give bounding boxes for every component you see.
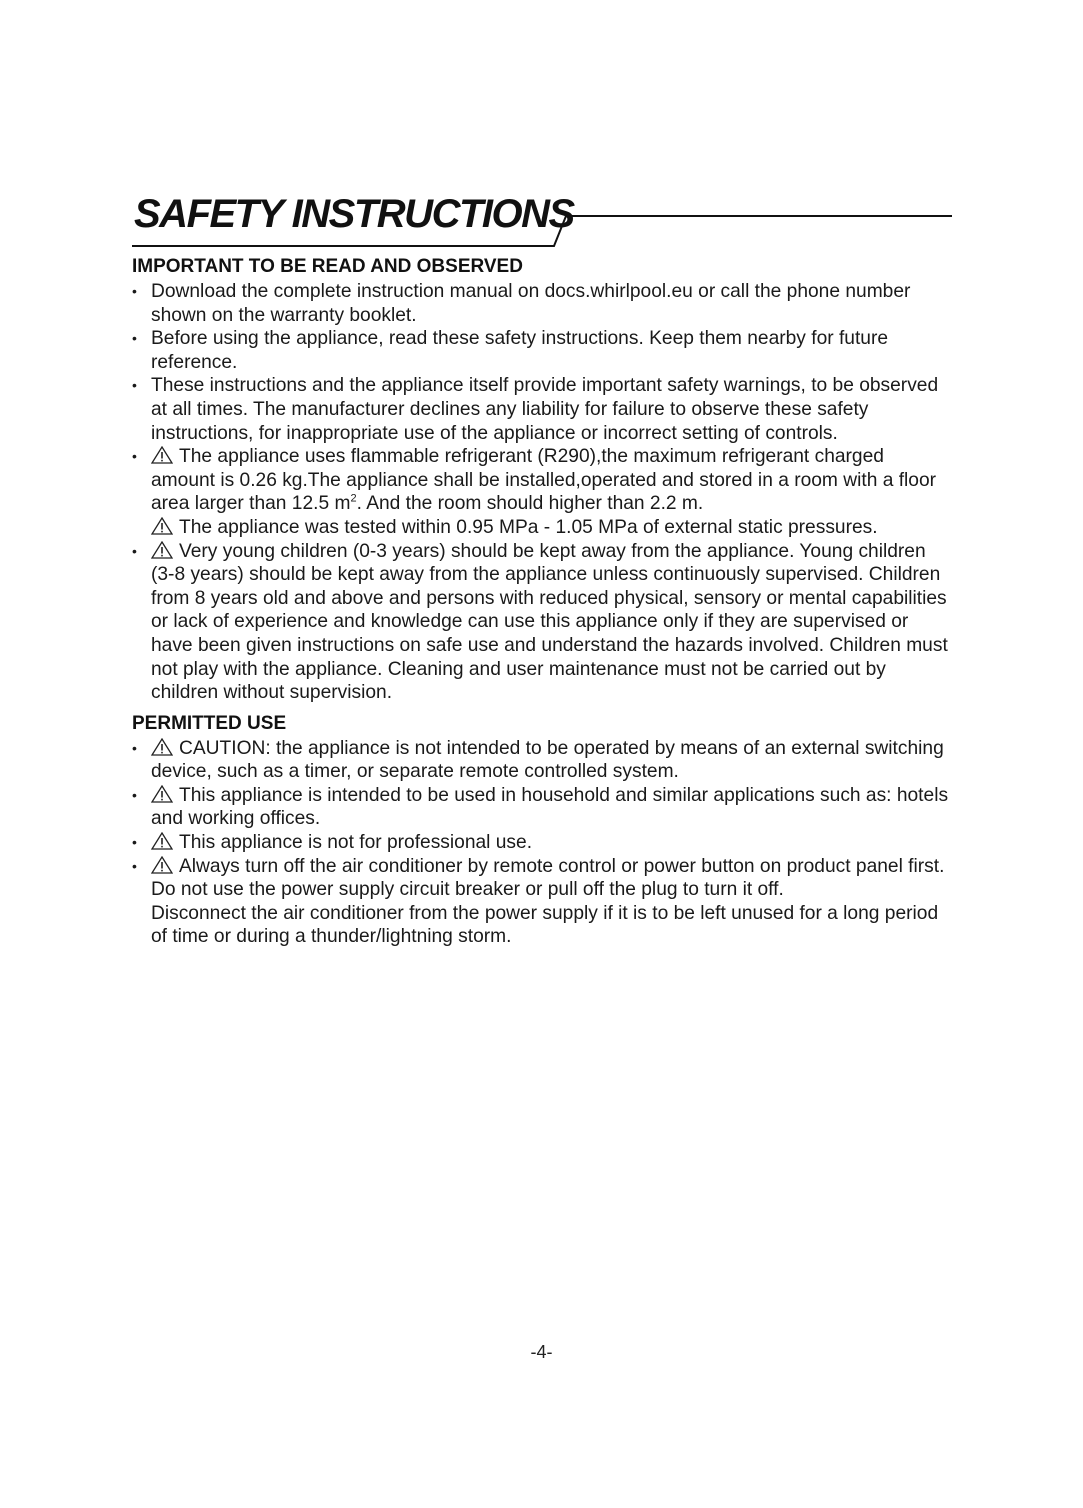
item-text: . And the room should higher than 2.2 m. [356, 493, 704, 515]
warning-triangle-icon [151, 738, 173, 756]
warning-triangle-icon [151, 785, 173, 803]
warning-triangle-icon [151, 517, 173, 535]
item-text: Download the complete instruction manual on docs.whirlpool.eu or call the phone number shown on the warranty booklet. [151, 281, 911, 326]
item-text: The appliance uses flammable refrigerant (R290),the maximum refrigerant charged amount is 0.26 kg.The appliance shall be installed,operated and stored in a room with a floor area larger than 12.5 m [151, 446, 937, 515]
page-number: -4- [530, 1342, 553, 1362]
bullet: • [132, 739, 137, 756]
item-text: This appliance is intended to be used in household and similar applications such as: hotels and working offices. [151, 784, 949, 830]
list-item [132, 784, 952, 831]
permitted-use-list [132, 737, 952, 949]
section-heading-important: IMPORTANT TO BE READ AND OBSERVED [132, 256, 523, 277]
item-text: Always turn off the air conditioner by remote control or power button on product panel first. [179, 855, 945, 877]
list-item [132, 855, 952, 949]
item-text: These instructions and the appliance itself provide important safety warnings, to be observed at all times. The manufacturer declines any liability for failure to observe these safety instructions, for inappropriate use of the appliance or incorrect setting of controls. [151, 375, 939, 444]
bullet: • [132, 283, 137, 299]
warning-triangle-icon [151, 446, 173, 464]
item-text: Do not use the power supply circuit breaker or pull off the plug to turn it off. [151, 879, 784, 901]
item-text: This appliance is not for professional use. [179, 832, 533, 854]
bullet: • [132, 542, 137, 559]
warning-triangle-icon [151, 832, 173, 850]
warning-triangle-icon [151, 856, 173, 874]
item-text: The appliance was tested within 0.95 MPa - 1.05 MPa of external static pressures. [179, 516, 878, 538]
list-item [132, 540, 952, 705]
superscript: 2 [350, 492, 357, 505]
content [132, 254, 952, 949]
bullet: • [132, 834, 137, 851]
warning-triangle-icon [151, 541, 173, 559]
bullet: • [132, 330, 137, 347]
list-item [132, 737, 952, 784]
list-item [132, 445, 952, 539]
list-item [132, 831, 952, 855]
bullet: • [132, 377, 137, 394]
item-text: CAUTION: the appliance is not intended to be operated by means of an external switching device, such as a timer, or separate remote controlled system. [151, 737, 944, 783]
bullet: • [132, 448, 137, 465]
title-block [132, 190, 952, 250]
bullet: • [132, 857, 137, 874]
page-title: SAFETY INSTRUCTIONS [134, 192, 574, 236]
list-item [132, 374, 952, 445]
item-text: Before using the appliance, read these safety instructions. Keep them nearby for future reference. [151, 328, 889, 373]
section-heading-permitted-use: PERMITTED USE [132, 712, 287, 734]
list-item [132, 327, 952, 374]
bullet: • [132, 786, 137, 803]
list-item [132, 280, 952, 327]
important-list [132, 280, 952, 705]
item-text: Disconnect the air conditioner from the power supply if it is to be left unused for a long period of time or during a thunder/lightning storm. [151, 902, 939, 948]
item-text: Very young children (0-3 years) should be kept away from the appliance. Young children (3-8 years) should be kept away from the appliance unless continuously supervised. Children from 8 years old and above and persons with reduced physical, sensory or mental capabilities or lack of experience and knowledge can use this appliance only if they are supervised or have been given instructions on safe use and understand the hazards involved. Children must not play with the appliance. Cleaning and user maintenance must not be carried out by children without supervision. [151, 540, 948, 704]
